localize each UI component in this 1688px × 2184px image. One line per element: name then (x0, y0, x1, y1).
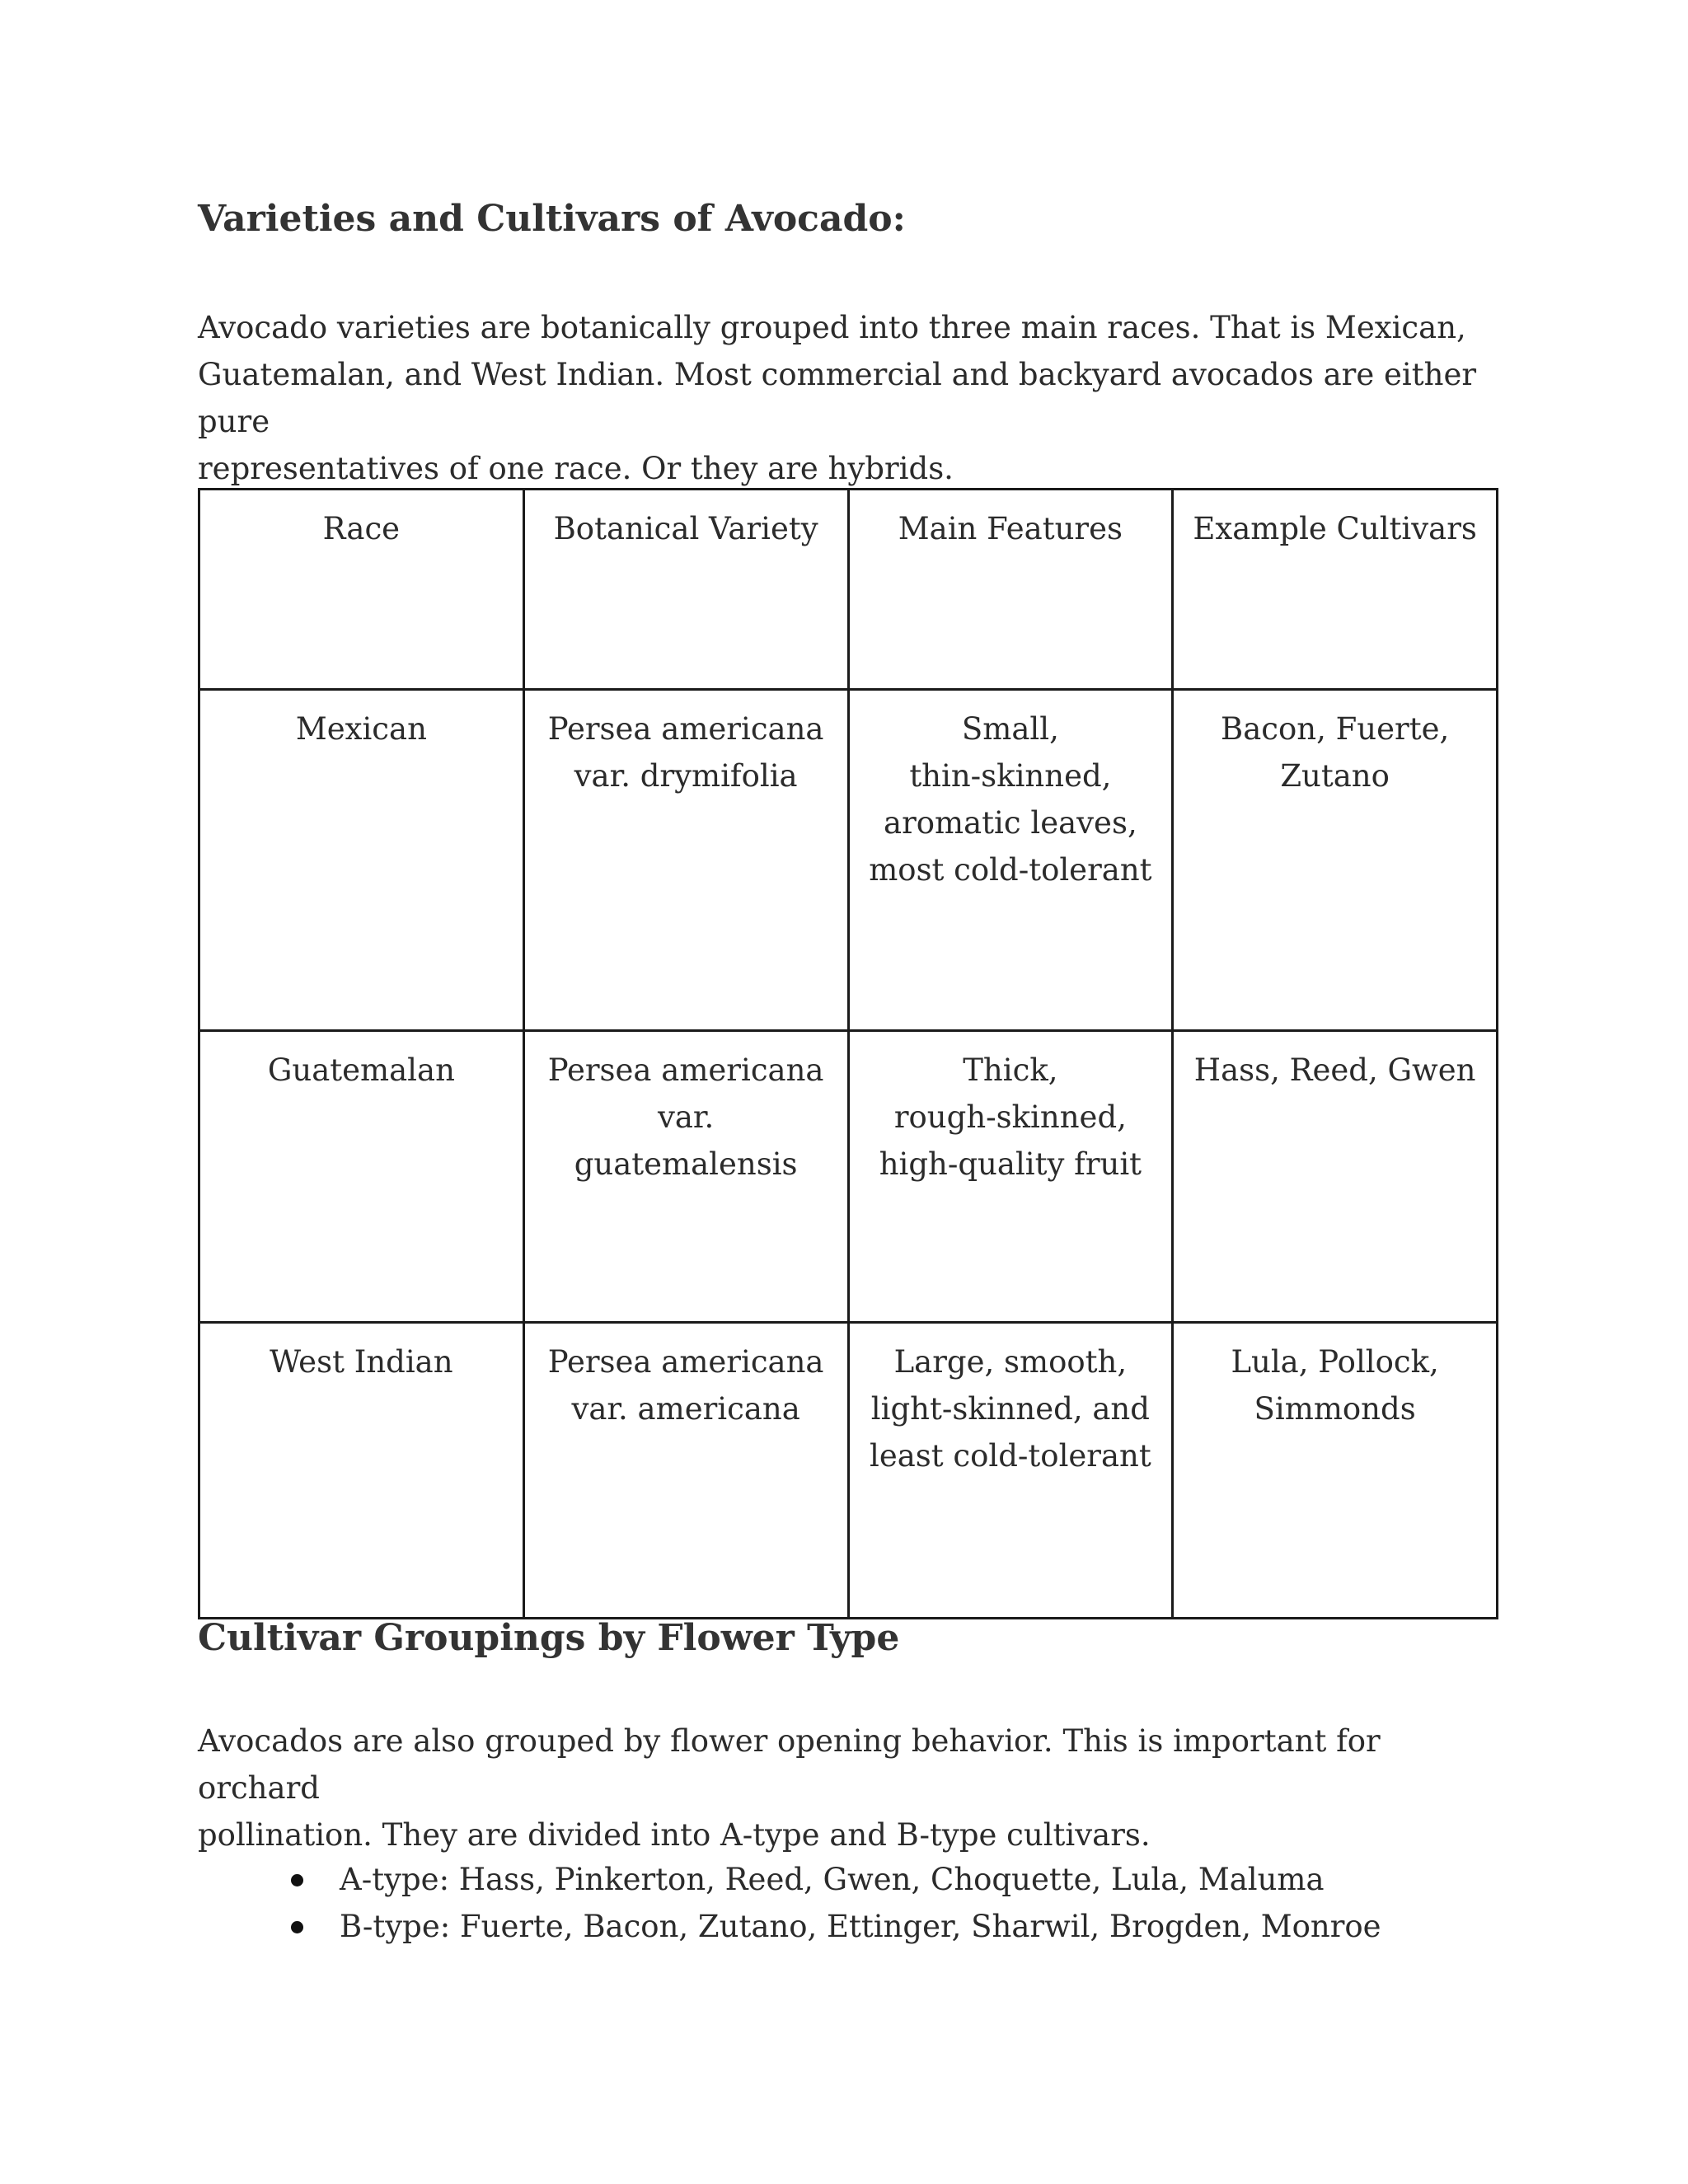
paragraph-line: Guatemalan, and West Indian. Most commercial and backyard avocados are either pure (198, 357, 1477, 439)
cell-line: Large, smooth, (893, 1344, 1128, 1380)
cell-variety (523, 1323, 848, 1619)
cell-line: var. drymifolia (574, 758, 798, 794)
cell-cultivars (1173, 1031, 1498, 1323)
cell-line: Zutano (1280, 758, 1390, 794)
cell-line: Persea americana (547, 711, 824, 747)
cell-line: Bacon, Fuerte, (1221, 711, 1450, 747)
table-header-row (199, 490, 1498, 690)
cell-line: Mexican (295, 711, 427, 747)
header-main-features: Main Features (848, 490, 1173, 690)
section-title-varieties: Varieties and Cultivars of Avocado: (198, 198, 906, 240)
table-row (199, 1031, 1498, 1323)
cell-line: most cold-tolerant (869, 852, 1152, 888)
list-item-text: A-type: Hass, Pinkerton, Reed, Gwen, Choquette, Lula, Maluma (340, 1862, 1325, 1897)
cell-line: Guatemalan (267, 1052, 455, 1088)
cell-line: var. guatemalensis (574, 1099, 798, 1182)
list-item (198, 1903, 1381, 1950)
paragraph-line: Avocados are also grouped by flower opening behavior. This is important for orchard (198, 1723, 1381, 1806)
list-item-text: B-type: Fuerte, Bacon, Zutano, Ettinger, Sharwil, Brogden, Monroe (340, 1909, 1381, 1944)
cell-line: Small, (961, 711, 1059, 747)
flower-type-paragraph (198, 1718, 1498, 1858)
paragraph-line: pollination. They are divided into A-type and B-type cultivars. (198, 1817, 1151, 1853)
table-row (199, 690, 1498, 1031)
cell-cultivars (1173, 1323, 1498, 1619)
cell-variety (523, 690, 848, 1031)
cell-features (848, 690, 1173, 1031)
cell-cultivars (1173, 690, 1498, 1031)
header-example-cultivars: Example Cultivars (1173, 490, 1498, 690)
paragraph-line: representatives of one race. Or they are hybrids. (198, 451, 954, 486)
cell-line: Persea americana (547, 1052, 824, 1088)
cell-line: Persea americana (547, 1344, 824, 1380)
cell-race (199, 690, 524, 1031)
cell-line: Simmonds (1254, 1391, 1416, 1427)
bullet-icon (291, 1921, 303, 1933)
cell-line: aromatic leaves, (884, 805, 1137, 841)
avocado-races-table (198, 488, 1498, 1619)
list-item (198, 1856, 1381, 1903)
cell-line: West Indian (270, 1344, 453, 1380)
cell-features (848, 1031, 1173, 1323)
cell-line: rough-skinned, (893, 1099, 1127, 1135)
cell-race (199, 1323, 524, 1619)
bullet-icon (291, 1874, 303, 1886)
table-row (199, 1323, 1498, 1619)
paragraph-line: Avocado varieties are botanically grouped into three main races. That is Mexican, (198, 310, 1466, 345)
header-race: Race (199, 490, 524, 690)
cell-features (848, 1323, 1173, 1619)
intro-paragraph (198, 304, 1498, 492)
cell-line: Thick, (963, 1052, 1058, 1088)
cell-line: thin-skinned, (909, 758, 1112, 794)
cell-race (199, 1031, 524, 1323)
cell-line: var. americana (571, 1391, 800, 1427)
cell-line: light-skinned, and (870, 1391, 1150, 1427)
cell-line: high-quality fruit (879, 1146, 1142, 1182)
header-botanical-variety: Botanical Variety (523, 490, 848, 690)
section-title-flower-type: Cultivar Groupings by Flower Type (198, 1617, 900, 1659)
cell-variety (523, 1031, 848, 1323)
cell-line: least cold-tolerant (870, 1438, 1151, 1474)
cell-line: Hass, Reed, Gwen (1193, 1052, 1476, 1088)
cell-line: Lula, Pollock, (1231, 1344, 1439, 1380)
flower-type-list (198, 1856, 1381, 1950)
